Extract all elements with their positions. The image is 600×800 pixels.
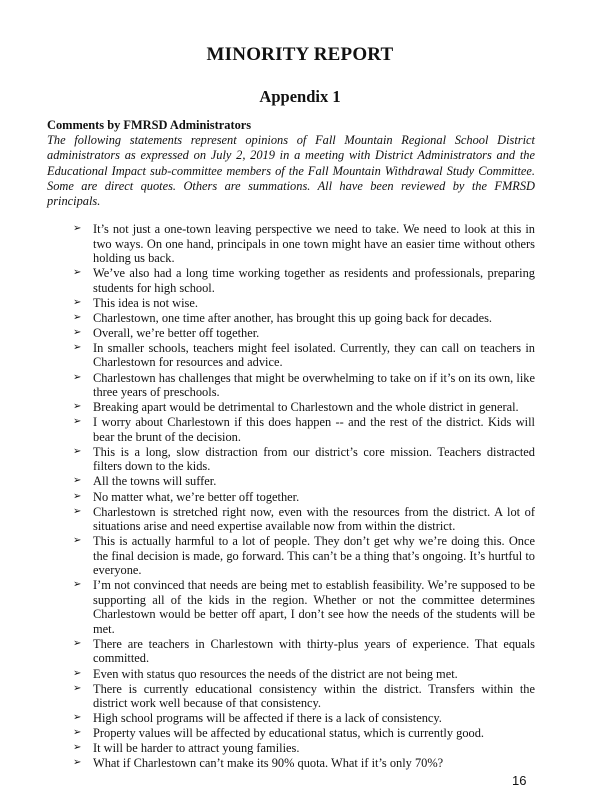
- list-item: ➢ There are teachers in Charlestown with thirty-plus years of experience. That equals committed.: [73, 636, 535, 666]
- arrowhead-bullet-icon: ➢: [73, 742, 82, 754]
- page-number: 16: [512, 773, 527, 788]
- arrowhead-bullet-icon: ➢: [73, 637, 82, 649]
- list-item: ➢ This idea is not wise.: [73, 295, 198, 310]
- arrowhead-bullet-icon: ➢: [73, 296, 82, 308]
- arrowhead-bullet-icon: ➢: [73, 490, 82, 502]
- list-item: ➢ Charlestown has challenges that might be overwhelming to take on if it’s on its own, like three years of preschools.: [73, 370, 535, 400]
- list-item: ➢ Overall, we’re better off together.: [73, 325, 260, 340]
- arrowhead-bullet-icon: ➢: [73, 712, 82, 724]
- list-item: ➢ We’ve also had a long time working together as residents and professionals, preparing students for high school.: [73, 266, 535, 295]
- document-title: MINORITY REPORT: [206, 44, 394, 65]
- arrowhead-bullet-icon: ➢: [73, 267, 82, 279]
- list-item: ➢ All the towns will suffer.: [73, 474, 217, 489]
- list-item: ➢ It’s not just a one-town leaving perspective we need to take. We need to look at this in two ways. On one hand, principals in one town might have an easier time without others holding us back.: [73, 222, 535, 265]
- list-item: ➢ Breaking apart would be detrimental to Charlestown and the whole district in general.: [73, 400, 519, 415]
- arrowhead-bullet-icon: ➢: [73, 416, 82, 428]
- comments-section: [47, 118, 535, 209]
- arrowhead-bullet-icon: ➢: [73, 445, 82, 457]
- list-item: ➢ This is a long, slow distraction from our district’s core mission. Teachers distracted filters down to the kids.: [73, 444, 535, 474]
- list-item: ➢ Charlestown is stretched right now, even with the resources from the district. A lot of situations arise and need expertise available now from within the district.: [73, 504, 535, 534]
- list-item: ➢ I worry about Charlestown if this does happen -- and the rest of the district. Kids will bear the brunt of the decision.: [73, 415, 535, 444]
- intro-paragraph: The following statements represent opinions of Fall Mountain Regional School District administrators as expressed on July 2, 2019 in a meeting with District Administrators and the Educational Impact sub-committee members of the Fall Mountain Withdrawal Study Committee. Some are direct quotes. Others are summations. All have been reviewed by the FMRSD principals.: [47, 133, 535, 209]
- list-item: ➢ Charlestown, one time after another, has brought this up going back for decades.: [73, 310, 492, 325]
- arrowhead-bullet-icon: ➢: [73, 667, 82, 679]
- arrowhead-bullet-icon: ➢: [73, 401, 82, 413]
- arrowhead-bullet-icon: ➢: [73, 223, 82, 234]
- list-item: ➢ High school programs will be affected if there is a lack of consistency.: [73, 711, 442, 726]
- arrowhead-bullet-icon: ➢: [73, 727, 82, 739]
- arrowhead-bullet-icon: ➢: [73, 371, 82, 383]
- arrowhead-bullet-icon: ➢: [73, 682, 82, 694]
- list-item: ➢ Property values will be affected by educational status, which is currently good.: [73, 726, 485, 741]
- arrowhead-bullet-icon: ➢: [73, 311, 82, 323]
- list-item: ➢ It will be harder to attract young families.: [73, 741, 300, 756]
- arrowhead-bullet-icon: ➢: [73, 579, 82, 591]
- arrowhead-bullet-icon: ➢: [73, 475, 82, 487]
- appendix-heading: Appendix 1: [259, 87, 341, 106]
- comments-list: [73, 222, 535, 772]
- section-heading: Comments by FMRSD Administrators: [47, 118, 252, 132]
- list-item: ➢ Even with status quo resources the needs of the district are not being met.: [73, 666, 458, 681]
- arrowhead-bullet-icon: ➢: [73, 535, 82, 547]
- list-item: ➢ What if Charlestown can’t make its 90% quota. What if it’s only 70%?: [73, 756, 444, 771]
- list-item: ➢ I’m not convinced that needs are being met to establish feasibility. We’re supposed to be supporting all of the kids in the region. Whether or not the committee determines Charlestown would be better off apart, I don’t see how the needs of the students will be met.: [73, 578, 535, 636]
- arrowhead-bullet-icon: ➢: [73, 505, 82, 517]
- list-item: ➢ In smaller schools, teachers might feel isolated. Currently, they can call on teachers in Charlestown for resources and advice.: [73, 340, 535, 370]
- arrowhead-bullet-icon: ➢: [73, 341, 82, 353]
- list-item: ➢ No matter what, we’re better off together.: [73, 489, 300, 504]
- arrowhead-bullet-icon: ➢: [73, 326, 82, 338]
- arrowhead-bullet-icon: ➢: [73, 757, 82, 769]
- list-item: ➢ There is currently educational consistency within the district. Transfers within the district work well because of that consistency.: [73, 681, 535, 711]
- list-item: ➢ This is actually harmful to a lot of people. They don’t get why we’re doing this. Once the final decision is made, go forward. This can’t be a thing that’s ongoing. It’s hurtful to everyone.: [73, 534, 535, 578]
